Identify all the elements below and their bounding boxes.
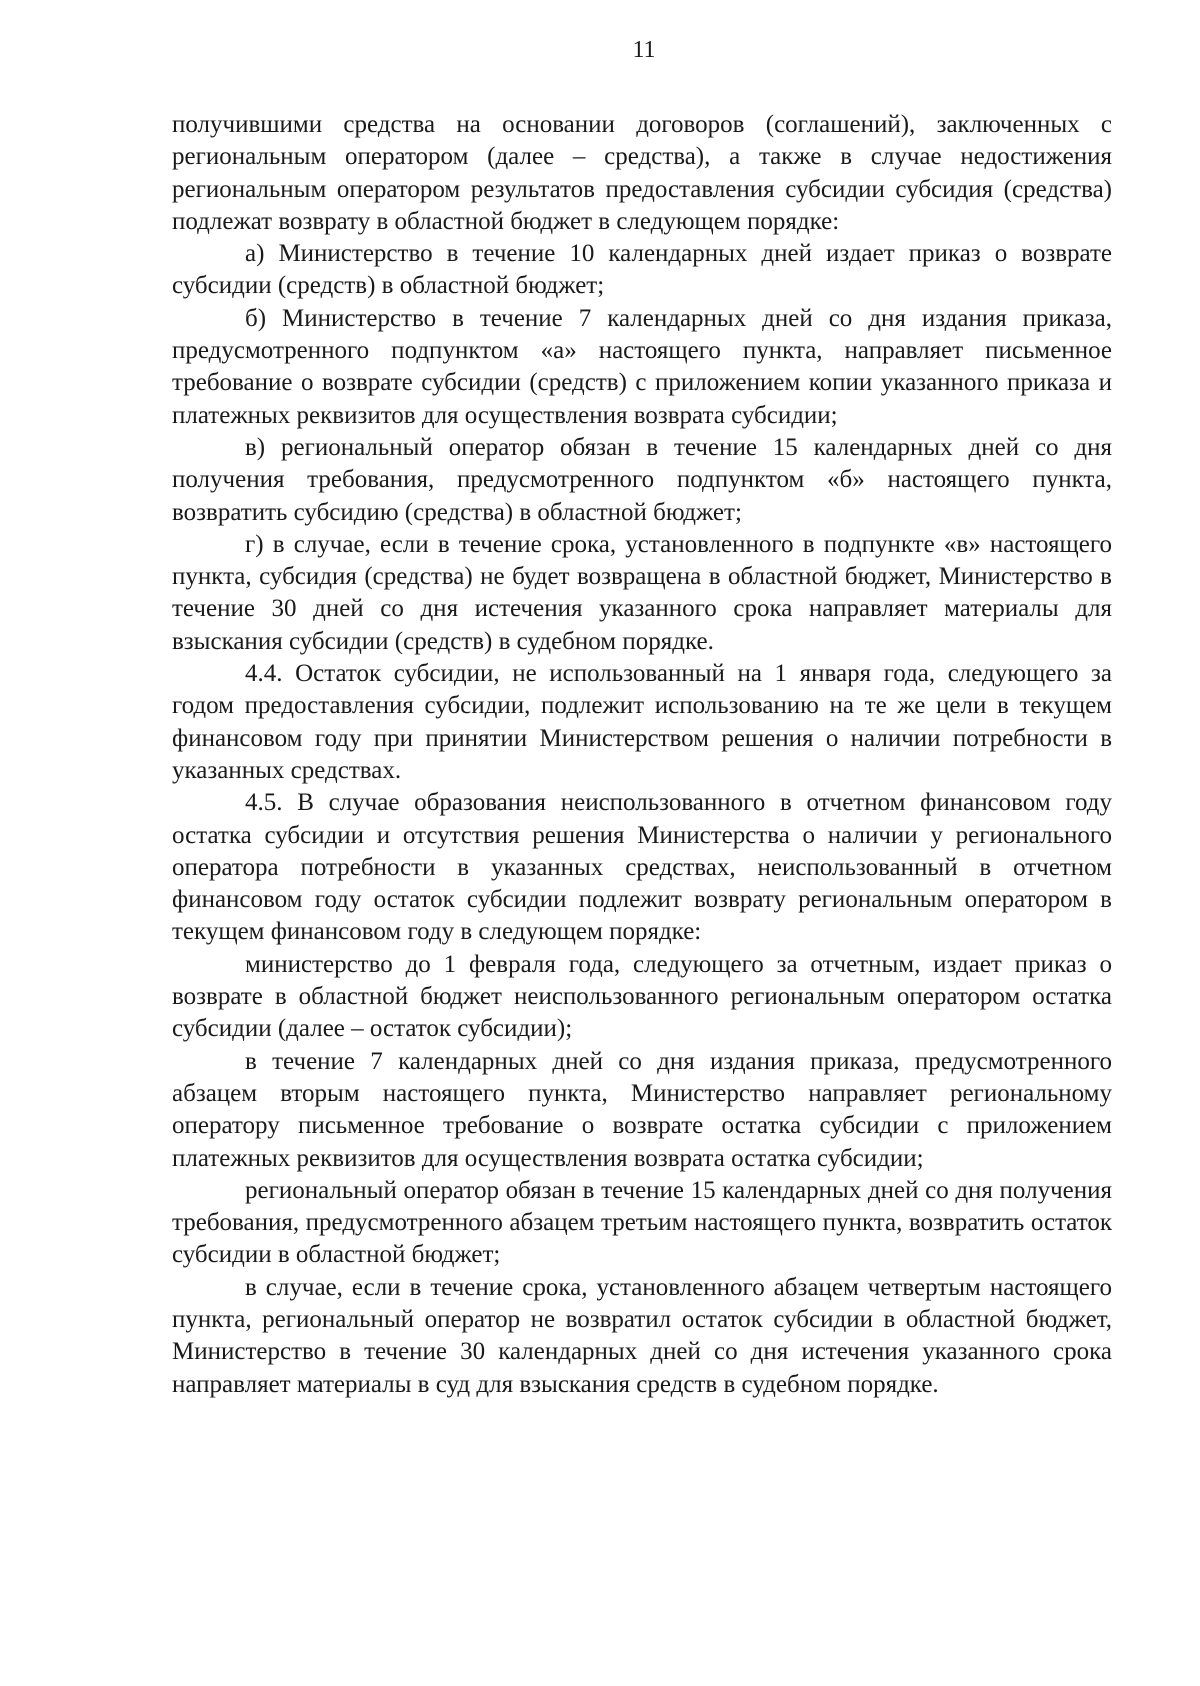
page-number: 11	[632, 37, 656, 63]
paragraph-item-v: в) региональный оператор обязан в течение 15 календарных дней со дня получения требования, предусмотренного подпунктом «б» настоящего пункта, возвратить субсидию (средства) в областной бюджет;	[172, 433, 1112, 526]
paragraph-clause-4-5-step-1: министерство до 1 февраля года, следующего за отчетным, издает приказ о возврате в областной бюджет неиспользованного региональным оператором остатка субсидии (далее – остаток субсидии);	[172, 950, 1112, 1043]
paragraph-item-g: г) в случае, если в течение срока, установленного в подпункте «в» настоящего пункта, субсидия (средства) не будет возвращена в областной бюджет, Министерство в течение 30 дней со дня истечения указанного срока направляет материалы для взыскания субсидии (средств) в судебном порядке.	[172, 530, 1112, 655]
paragraph-clause-4-5-step-3: региональный оператор обязан в течение 15 календарных дней со дня получения требования, предусмотренного абзацем третьим настоящего пункта, возвратить остаток субсидии в областной бюджет;	[172, 1176, 1112, 1269]
paragraph-clause-4-5-step-2: в течение 7 календарных дней со дня издания приказа, предусмотренного абзацем вторым настоящего пункта, Министерство направляет региональному оператору письменное требование о возврате остатка субсидии с приложением платежных реквизитов для осуществления возврата остатка субсидии;	[172, 1047, 1112, 1172]
paragraph-clause-4-5: 4.5. В случае образования неиспользованного в отчетном финансовом году остатка субсидии и отсутствия решения Министерства о наличии у регионального оператора потребности в указанных средствах, неиспользованный в отчетном финансовом году остаток субсидии подлежит возврату региональным оператором в текущем финансовом году в следующем порядке:	[172, 789, 1112, 946]
paragraph-clause-4-4: 4.4. Остаток субсидии, не использованный на 1 января года, следующего за годом предоставления субсидии, подлежит использованию на те же цели в текущем финансовом году при принятии Министерством решения о наличии потребности в указанных средствах.	[172, 660, 1112, 784]
paragraph-continuation: получившими средства на основании договоров (соглашений), заключенных с региональным оператором (далее – средства), а также в случае недостижения региональным оператором результатов предоставления субсидии субсидия (средства) подлежат возврату в областной бюджет в следующем порядке:	[172, 111, 1112, 235]
paragraph-clause-4-5-step-4: в случае, если в течение срока, установленного абзацем четвертым настоящего пункта, региональный оператор не возвратил остаток субсидии в областной бюджет, Министерство в течение 30 календарных дней со дня истечения указанного срока направляет материалы в суд для взыскания средств в судебном порядке.	[172, 1273, 1112, 1398]
document-body	[172, 109, 1112, 1401]
paragraph-item-b: б) Министерство в течение 7 календарных дней со дня издания приказа, предусмотренного подпунктом «а» настоящего пункта, направляет письменное требование о возврате субсидии (средств) с приложением копии указанного приказа и платежных реквизитов для осуществления возврата субсидии;	[172, 304, 1112, 429]
paragraph-item-a: а) Министерство в течение 10 календарных дней издает приказ о возврате субсидии (средств) в областной бюджет;	[172, 240, 1112, 300]
